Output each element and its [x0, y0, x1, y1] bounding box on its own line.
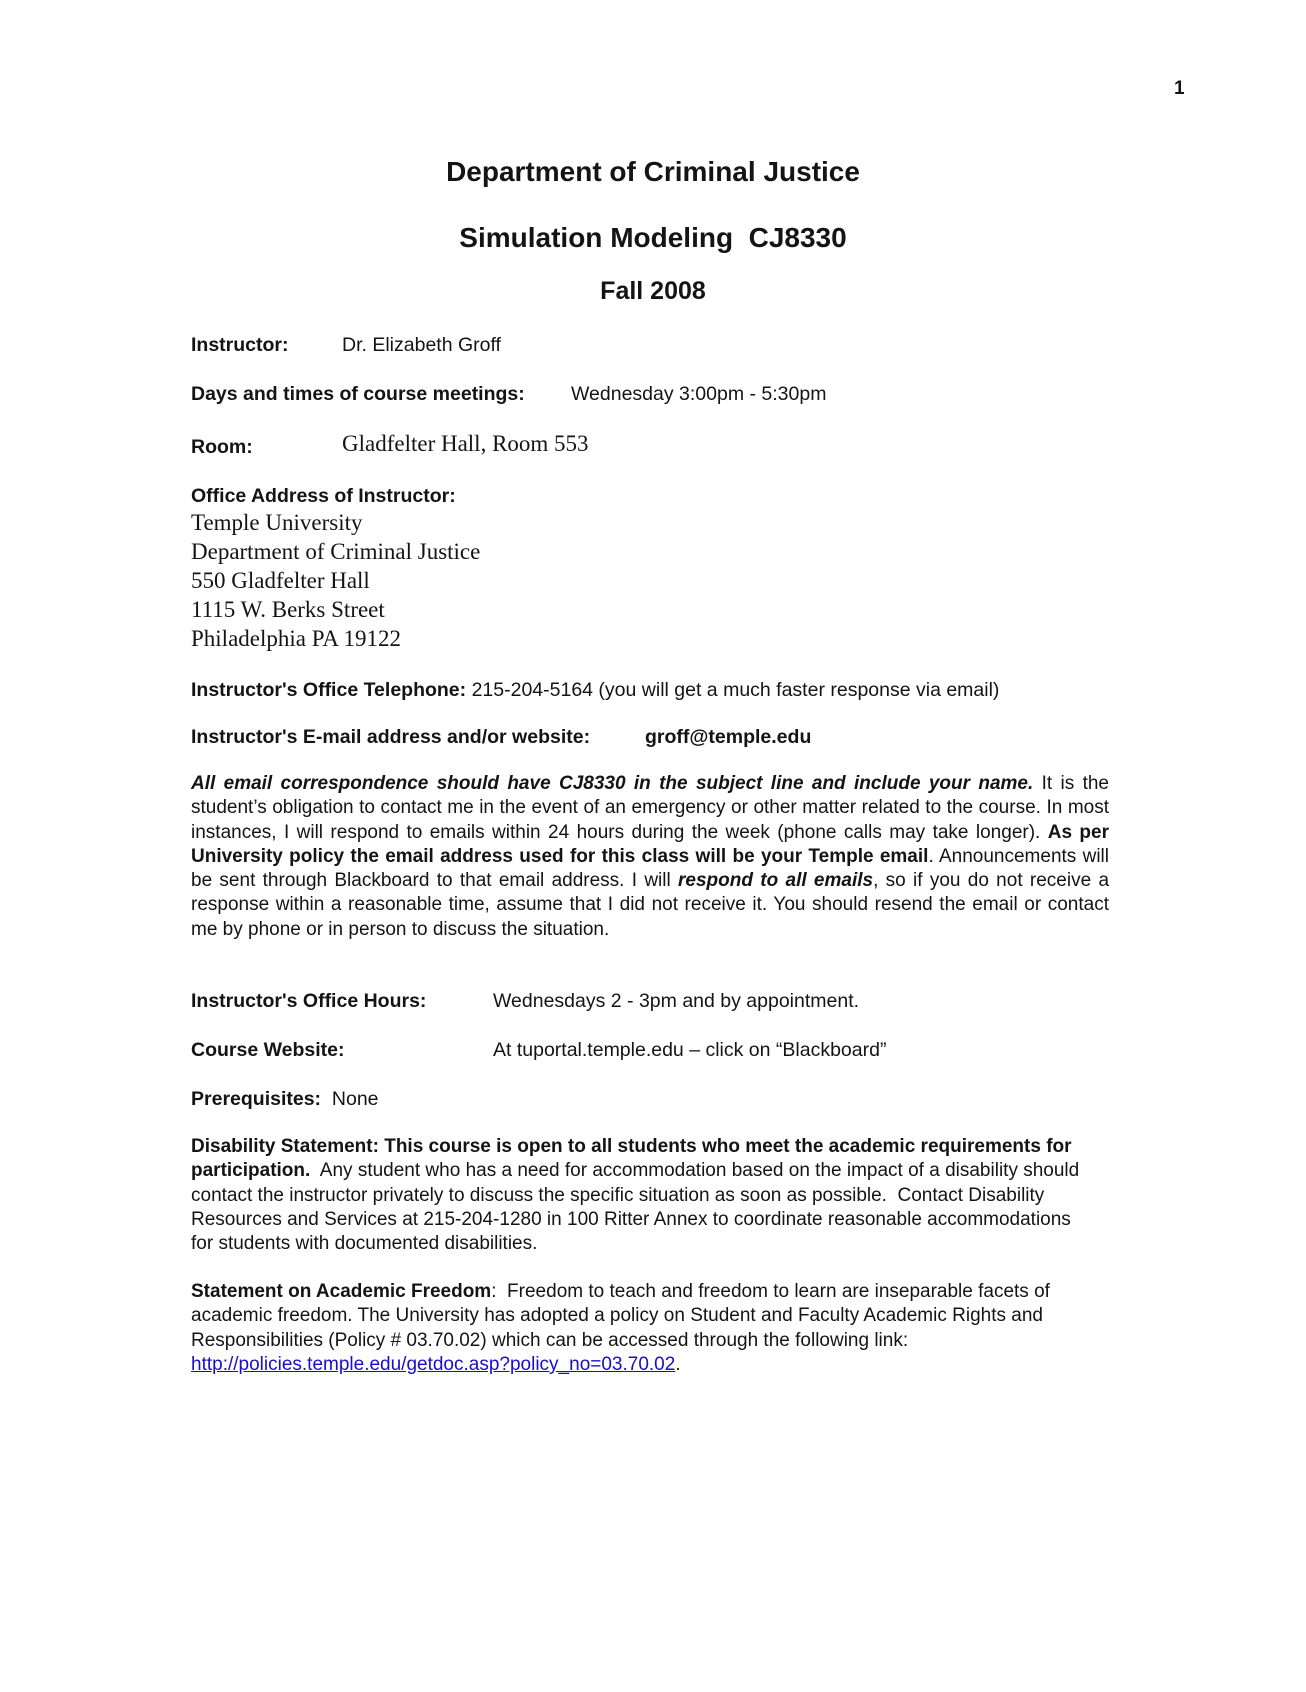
- email-value: groff@temple.edu: [645, 726, 812, 748]
- room-label: Room:: [191, 436, 253, 458]
- address-line: Temple University: [191, 510, 363, 535]
- phone-row: [191, 679, 999, 702]
- page-number: 1: [1174, 78, 1185, 99]
- freedom-text: : Freedom to teach and freedom to learn are inseparable facets of academic freedom. The University has adopted a policy on Student and Faculty Academic Rights and Responsibilities (Policy # 03.70.02) which can be accessed through the following link:: [191, 1281, 1056, 1351]
- instructor-value: Dr. Elizabeth Groff: [342, 334, 501, 356]
- prereq-row: [191, 1088, 379, 1111]
- course-title: Simulation Modeling CJ8330: [459, 222, 847, 253]
- email-row: [191, 726, 590, 749]
- website-row: [191, 1039, 345, 1062]
- instructor-row: [191, 334, 289, 357]
- days-label: Days and times of course meetings:: [191, 383, 525, 405]
- days-value: Wednesday 3:00pm - 5:30pm: [571, 383, 827, 405]
- phone-label: Instructor's Office Telephone:: [191, 679, 467, 701]
- room-row: [191, 436, 253, 459]
- prereq-label: Prerequisites:: [191, 1088, 322, 1110]
- office-address: [191, 508, 480, 653]
- instructor-label: Instructor:: [191, 334, 289, 356]
- email-policy-text: . Announcements will be sent through Blackboard to that email address. I will: [191, 845, 1109, 892]
- phone-value: 215-204-5164 (you will get a much faster response via email): [471, 679, 1000, 701]
- room-value: Gladfelter Hall, Room 553: [342, 431, 589, 456]
- office-hours-row: [191, 990, 426, 1013]
- address-line: 550 Gladfelter Hall: [191, 568, 370, 593]
- address-line: Department of Criminal Justice: [191, 539, 481, 564]
- email-policy-bold: As per University policy the email address used for this class will be your Temple email: [191, 821, 1109, 867]
- email-policy-paragraph: [191, 772, 1109, 942]
- office-hours-label: Instructor's Office Hours:: [191, 990, 427, 1012]
- website-label: Course Website:: [191, 1039, 345, 1061]
- disability-lead: Disability Statement: This course is open to all students who meet the academic requirements for participation.: [191, 1136, 1072, 1182]
- freedom-end: .: [675, 1353, 681, 1375]
- office-row: [191, 485, 456, 508]
- email-policy-text: It is the student’s obligation to contact me in the event of an emergency or other matter related to the course. In most instances, I will respond to emails within 24 hours during the week (phone calls may take longer).: [191, 773, 1109, 843]
- email-policy-text: , so if you do not receive a response within a reasonable time, assume that I did not receive it. You should resend the email or contact me by phone or in person to discuss the situation.: [191, 870, 1110, 940]
- term-title: Fall 2008: [600, 277, 706, 305]
- prereq-value: None: [321, 1088, 379, 1110]
- address-line: Philadelphia PA 19122: [191, 626, 401, 651]
- department-title: Department of Criminal Justice: [446, 156, 860, 187]
- address-line: 1115 W. Berks Street: [191, 597, 385, 622]
- disability-paragraph: [191, 1135, 1091, 1256]
- freedom-label: Statement on Academic Freedom: [191, 1281, 492, 1302]
- office-label: Office Address of Instructor:: [191, 485, 456, 507]
- days-row: [191, 383, 525, 406]
- email-policy-emphasis: respond to all emails: [678, 870, 874, 892]
- email-policy-lead: All email correspondence should have CJ8330 in the subject line and include your name.: [191, 773, 1034, 794]
- academic-freedom-paragraph: [191, 1280, 1091, 1377]
- disability-text: Any student who has a need for accommodation based on the impact of a disability should contact the instructor privately to discuss the specific situation as soon as possible. Contact Disability Resources and Services at 215-204-1280 in 100 Ritter Annex to coordinate reasonable accommodations for students with documented disabilities.: [191, 1160, 1085, 1255]
- office-hours-value: Wednesdays 2 - 3pm and by appointment.: [493, 990, 860, 1012]
- email-label: Instructor's E-mail address and/or website:: [191, 726, 591, 748]
- website-value: At tuportal.temple.edu – click on “Blackboard”: [493, 1039, 887, 1061]
- policy-link[interactable]: http://policies.temple.edu/getdoc.asp?policy_no=03.70.02: [191, 1353, 676, 1375]
